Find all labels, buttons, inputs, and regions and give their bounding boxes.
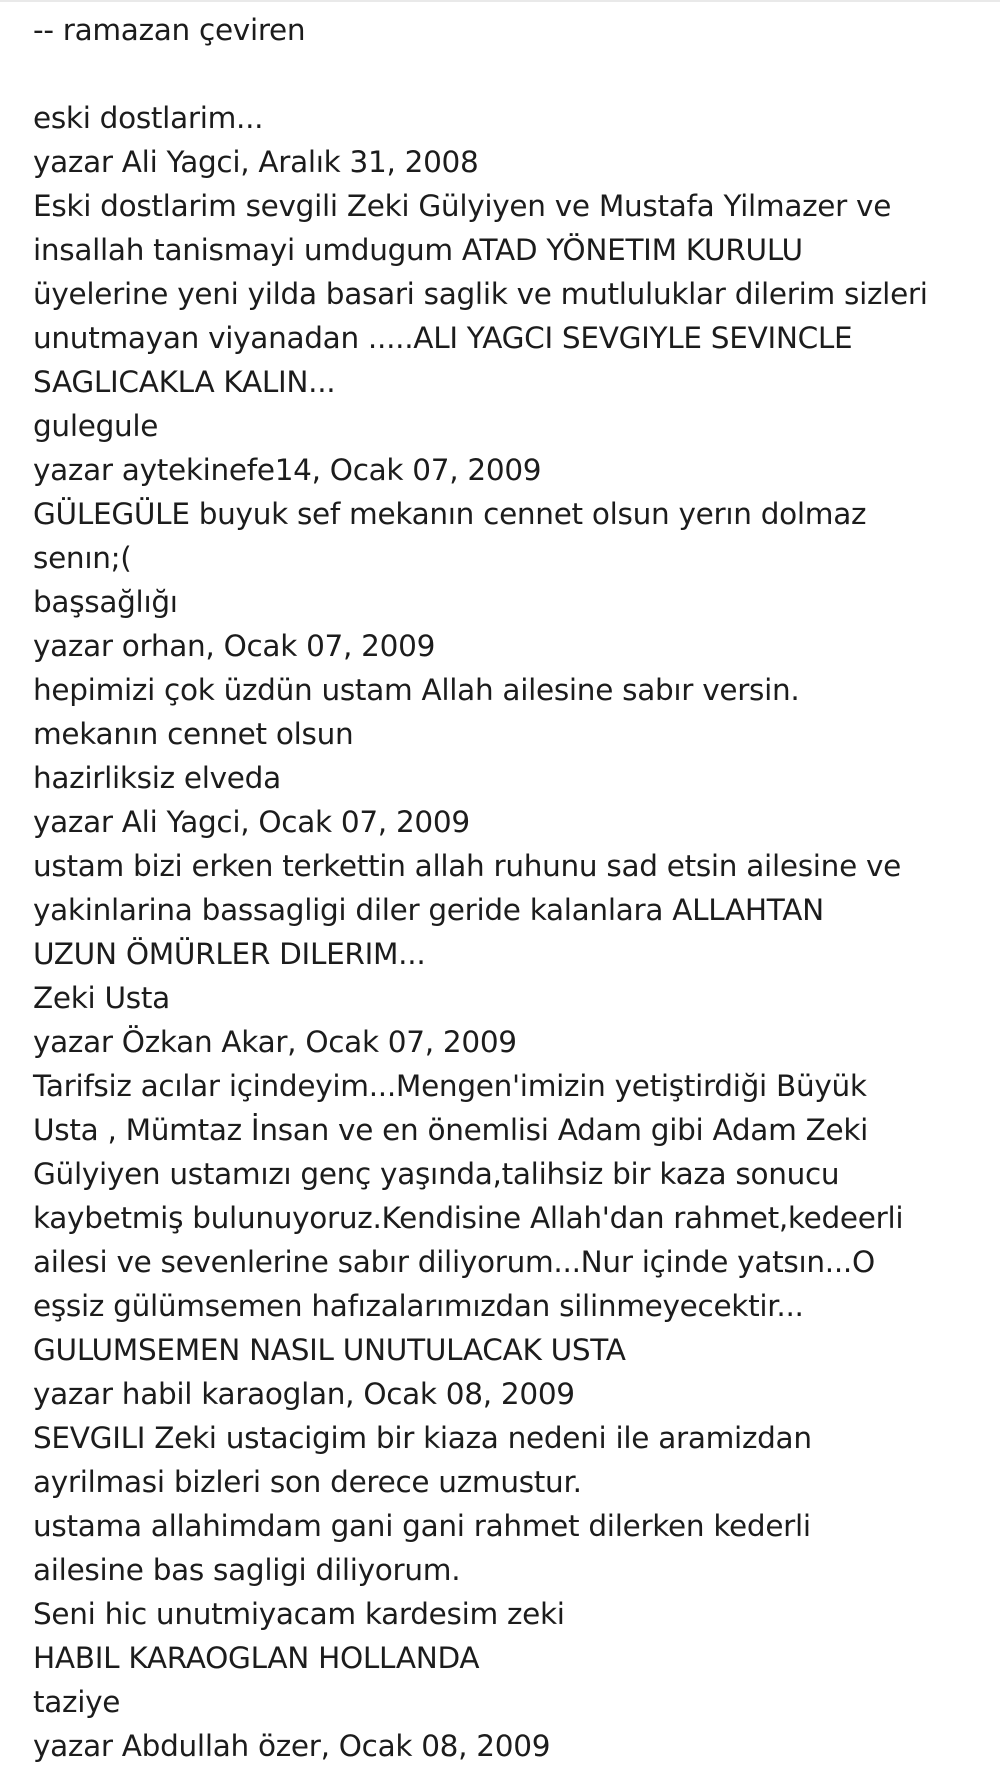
- comment-body-line: yakinlarina bassagligi diler geride kalanlara ALLAHTAN: [33, 893, 824, 927]
- post-byline: yazar Ali Yagci, Aralık 31, 2008: [33, 145, 479, 179]
- comment-title: hazirliksiz elveda: [33, 761, 281, 795]
- comment-body-line: ustam bizi erken terkettin allah ruhunu sad etsin ailesine ve: [33, 849, 901, 883]
- post-body-line: üyelerine yeni yilda basari saglik ve mutluluklar dilerim sizleri: [33, 277, 928, 311]
- comment-body-line: HABIL KARAOGLAN HOLLANDA: [33, 1641, 480, 1675]
- comment-body-line: ayrilmasi bizleri son derece uzmustur.: [33, 1465, 582, 1499]
- intro-post: [33, 96, 993, 404]
- comment-entry: [33, 580, 993, 756]
- comment-body-line: kaybetmiş bulunuyoruz.Kendisine Allah'dan rahmet,kedeerli: [33, 1201, 904, 1235]
- comment-entry: [33, 976, 993, 1328]
- document-text: [33, 8, 993, 1768]
- comment-body-line: eşsiz gülümsemen hafızalarımızdan silinmeyecektir...: [33, 1289, 804, 1323]
- comment-body-line: Seni hic unutmiyacam kardesim zeki: [33, 1597, 565, 1631]
- comment-body-line: UZUN ÖMÜRLER DILERIM...: [33, 937, 426, 971]
- comment-body-line: senın;(: [33, 541, 132, 575]
- post-body-line: insallah tanismayi umdugum ATAD YÖNETIM KURULU: [33, 233, 803, 267]
- comment-entry: [33, 404, 993, 580]
- post-body-line: SAGLICAKLA KALIN...: [33, 365, 336, 399]
- comment-entry: [33, 1328, 993, 1680]
- comment-entry: [33, 756, 993, 976]
- comment-byline: yazar aytekinefe14, Ocak 07, 2009: [33, 453, 542, 487]
- comment-body-line: Usta , Mümtaz İnsan ve en önemlisi Adam gibi Adam Zeki: [33, 1113, 869, 1147]
- comment-byline: yazar Özkan Akar, Ocak 07, 2009: [33, 1025, 517, 1059]
- comment-body-line: Tarifsiz acılar içindeyim...Mengen'imizin yetiştirdiği Büyük: [33, 1069, 867, 1103]
- post-title: eski dostlarim...: [33, 101, 264, 135]
- comment-body-line: ustama allahimdam gani gani rahmet dilerken kederli: [33, 1509, 811, 1543]
- comment-body-line: hepimizi çok üzdün ustam Allah ailesine sabır versin.: [33, 673, 800, 707]
- comment-title: taziye: [33, 1685, 121, 1719]
- comment-body-line: Gülyiyen ustamızı genç yaşında,talihsiz bir kaza sonucu: [33, 1157, 840, 1191]
- comment-entry: [33, 1680, 993, 1768]
- comment-body-line: mekanın cennet olsun: [33, 717, 354, 751]
- top-edge-divider: [0, 0, 1000, 2]
- comment-title: başsağlığı: [33, 585, 178, 619]
- comment-byline: yazar Ali Yagci, Ocak 07, 2009: [33, 805, 470, 839]
- comment-byline: yazar habil karaoglan, Ocak 08, 2009: [33, 1377, 575, 1411]
- post-body-line: Eski dostlarim sevgili Zeki Gülyiyen ve Mustafa Yilmazer ve: [33, 189, 892, 223]
- comment-byline: yazar Abdullah özer, Ocak 08, 2009: [33, 1729, 551, 1763]
- comment-body-line: SEVGILI Zeki ustacigim bir kiaza nedeni ile aramizdan: [33, 1421, 812, 1455]
- comment-title: gulegule: [33, 409, 159, 443]
- comment-title: Zeki Usta: [33, 981, 170, 1015]
- post-body-line: unutmayan viyanadan .....ALI YAGCI SEVGIYLE SEVINCLE: [33, 321, 853, 355]
- signature-line: -- ramazan çeviren: [33, 13, 306, 47]
- comment-byline: yazar orhan, Ocak 07, 2009: [33, 629, 436, 663]
- comment-body-line: ailesine bas sagligi diliyorum.: [33, 1553, 461, 1587]
- comment-body-line: ailesi ve sevenlerine sabır diliyorum...Nur içinde yatsın...O: [33, 1245, 875, 1279]
- comment-title: GULUMSEMEN NASIL UNUTULACAK USTA: [33, 1333, 626, 1367]
- comment-body-line: GÜLEGÜLE buyuk sef mekanın cennet olsun yerın dolmaz: [33, 497, 867, 531]
